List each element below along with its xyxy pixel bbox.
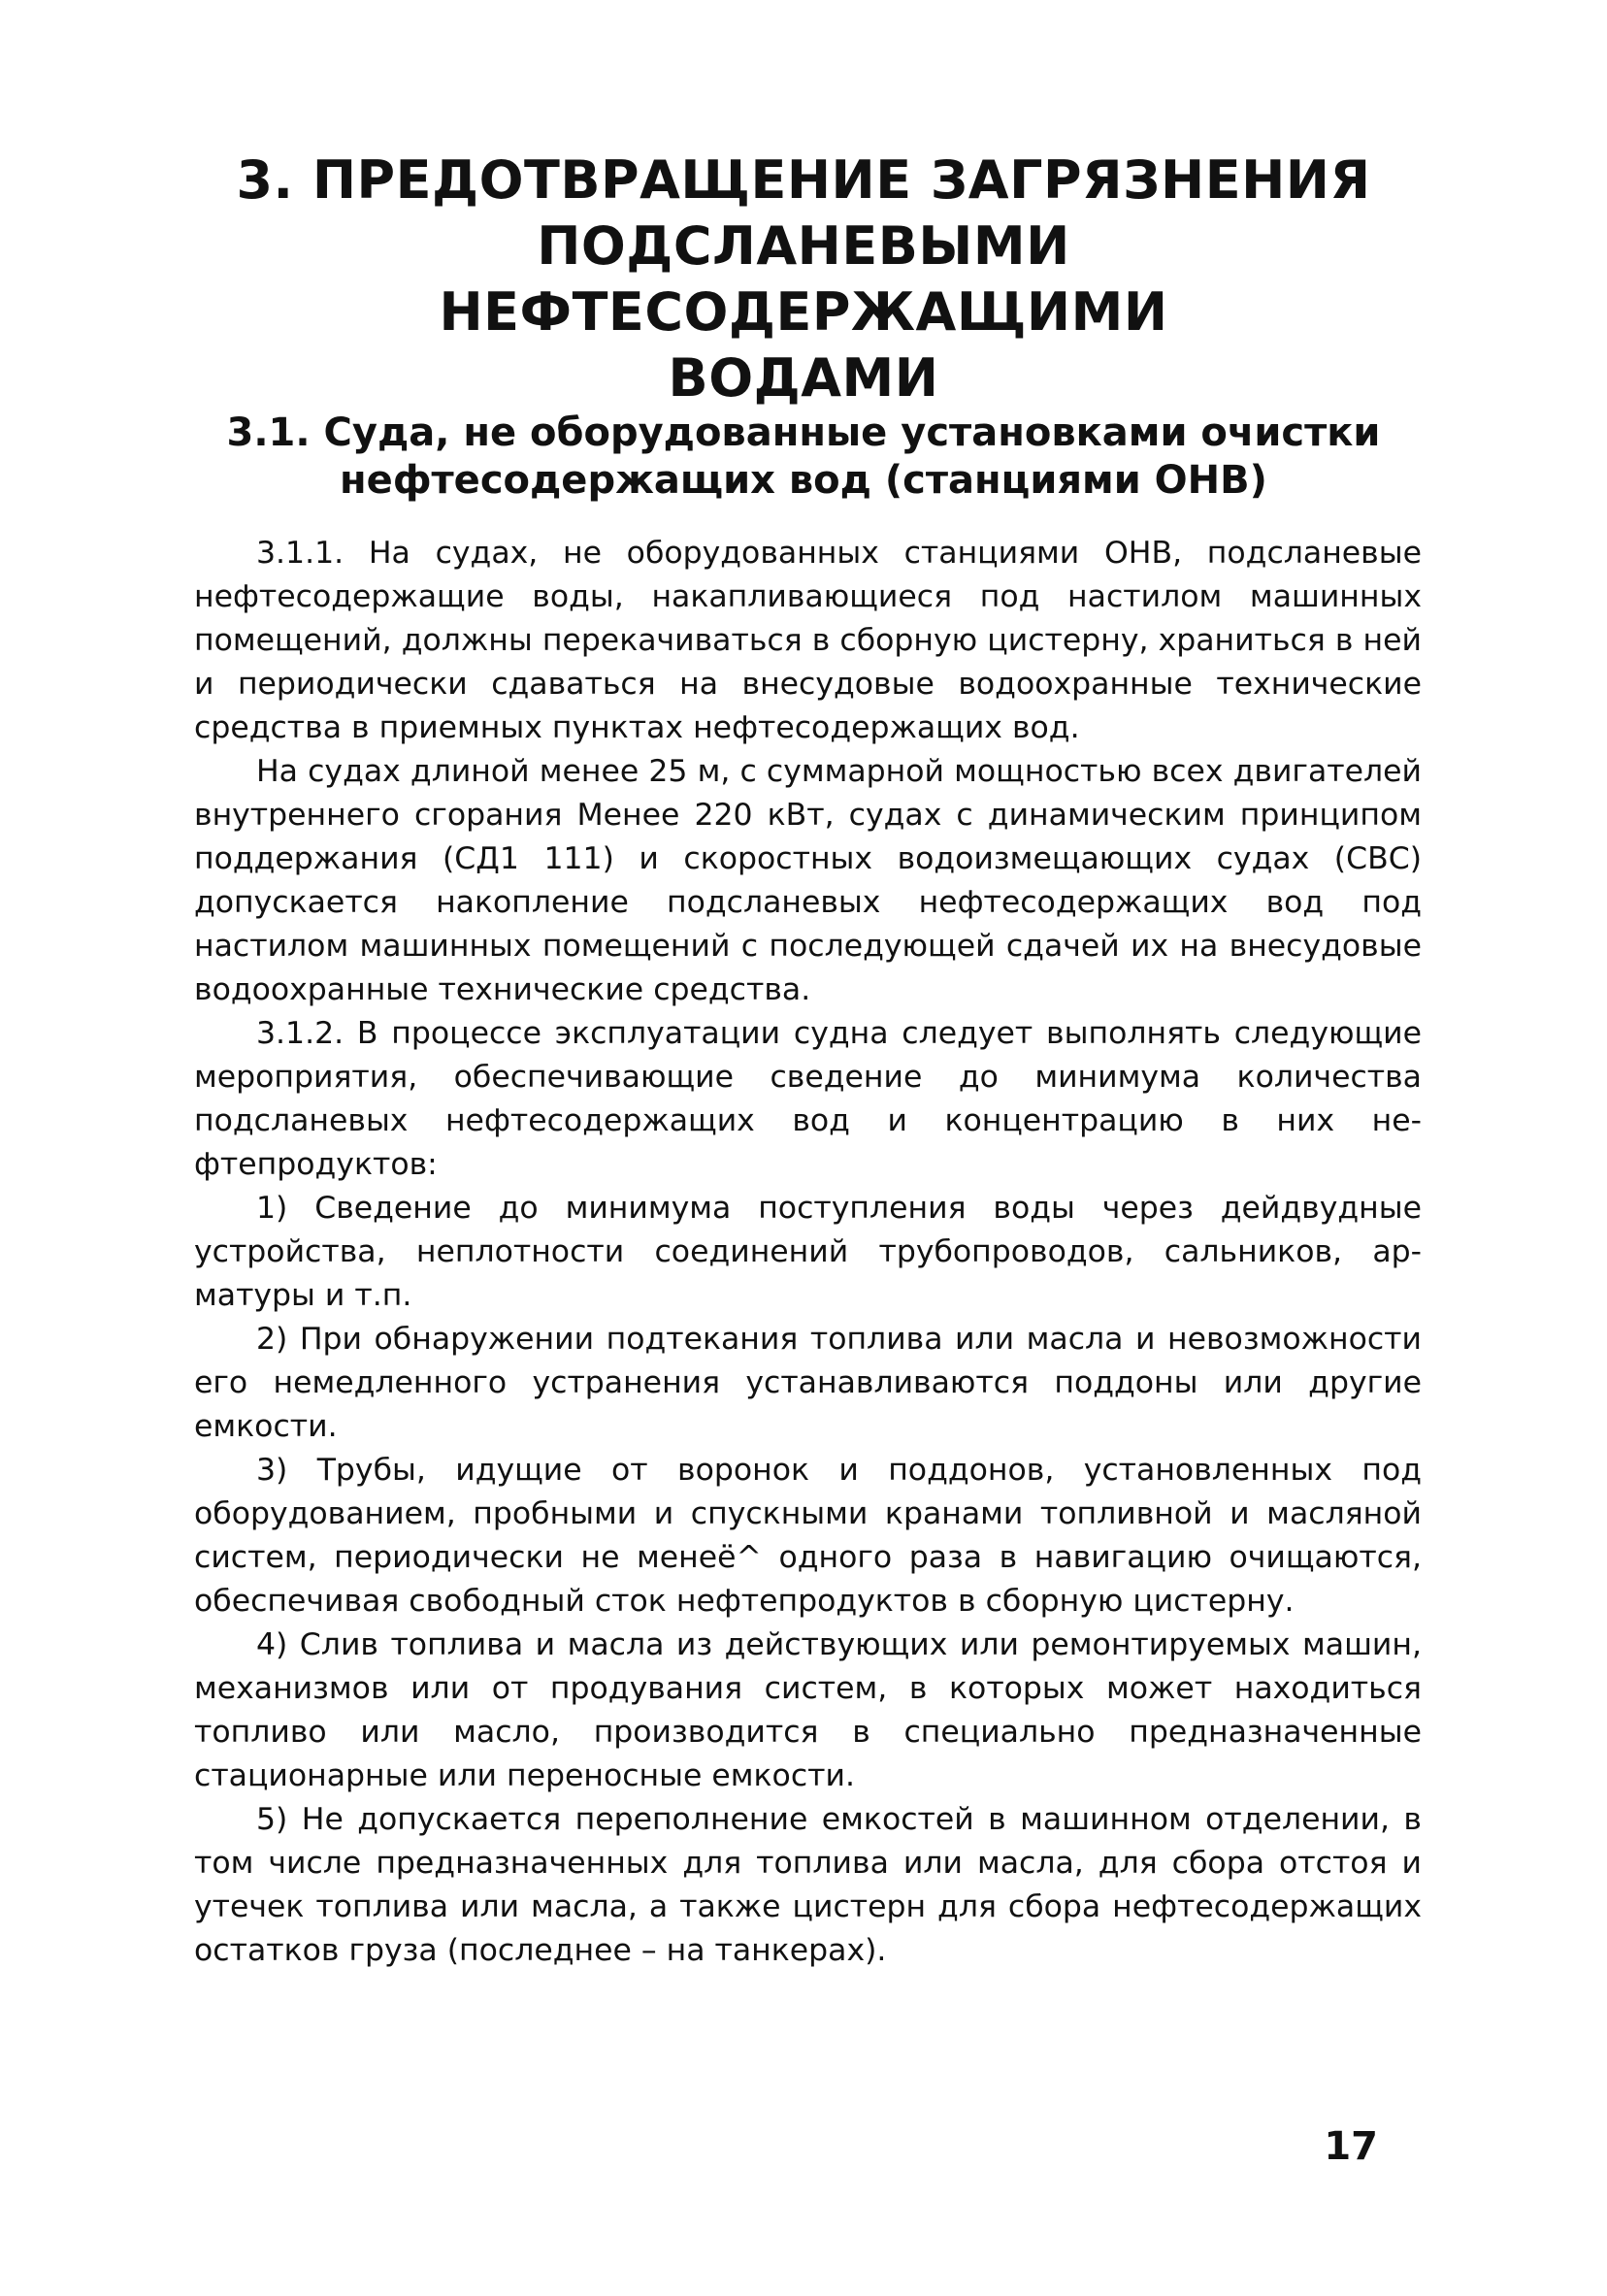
list-item-2: 2) При обнаружении подтекания топлива или масла и невозможности его немедленного устранения устанавливаются поддоны или другие емкости.	[194, 1322, 1422, 1444]
list-item-5: 5) Не допускается переполнение емкостей в машинном отделении, в том числе предназначенных для топлива или масла, для сбора отстоя и утечек топлива или масла, а также цистерн для сбора нефтесодержащих остатков груза (последнее – на танкерах).	[194, 1802, 1422, 1968]
page-number: 17	[1324, 2124, 1378, 2169]
paragraph-small-vessels: На судах длиной менее 25 м, с суммарной мощностью всех двигателей внутреннего сгорания Менее 220 кВт, судах с динамическим принципом поддержания (СД1 111) и скоростных водоизмещающих судах (СВС) допускается накопление подсланевых нефтесодержащих вод под настилом машинных помещений с последующей сдачей их на внесудовые водоохранные технические средства.	[194, 754, 1422, 1007]
section-title-line: 3.1. Суда, не оборудованные установками очистки	[226, 410, 1381, 455]
list-item-4: 4) Слив топлива и масла из действующих или ремонтируемых машин, механизмов или от продувания систем, в которых может находиться топливо или масло, производится в специально предназначенные стационарные или переносные емкости.	[194, 1627, 1422, 1793]
chapter-title-line: ВОДАМИ	[668, 347, 939, 409]
list-item-3: 3) Трубы, идущие от воронок и поддонов, установленных под оборудованием, пробными и спускными кранами топливной и масляной систем, периодически не менеё^ одного раза в навигацию очищаются, обеспечивая свободный сток нефтепродуктов в сборную цистерну.	[194, 1453, 1422, 1619]
list-item-1: 1) Сведение до минимума поступления воды через дейдвудные устройства, неплотности соединений трубопроводов, сальников, арматуры и т.п.	[194, 1191, 1422, 1313]
section-title-line: нефтесодержащих вод (станциями ОНВ)	[340, 458, 1267, 503]
chapter-title-line: ПОДСЛАНЕВЫМИ НЕФТЕСОДЕРЖАЩИМИ	[439, 215, 1168, 343]
chapter-title	[194, 148, 1413, 411]
paragraph-3-1-2: 3.1.2. В процессе эксплуатации судна следует выполнять следующие мероприятия, обеспечивающие сведение до минимума количества подсланевых нефтесодержащих вод и концентрацию в них нефтепродуктов:	[194, 1016, 1422, 1182]
section-title	[175, 410, 1432, 505]
paragraph-3-1-1: 3.1.1. На судах, не оборудованных станциями ОНВ, подсланевые нефтесодержащие воды, накапливающиеся под настилом машинных помещений, должны перекачиваться в сборную цистерну, храниться в ней и периодически сдаваться на внесудовые водоохранные технические средства в приемных пунктах нефтесодержащих вод.	[194, 536, 1422, 745]
chapter-title-line: 3. ПРЕДОТВРАЩЕНИЕ ЗАГРЯЗНЕНИЯ	[236, 149, 1371, 211]
body-text	[194, 532, 1422, 1973]
